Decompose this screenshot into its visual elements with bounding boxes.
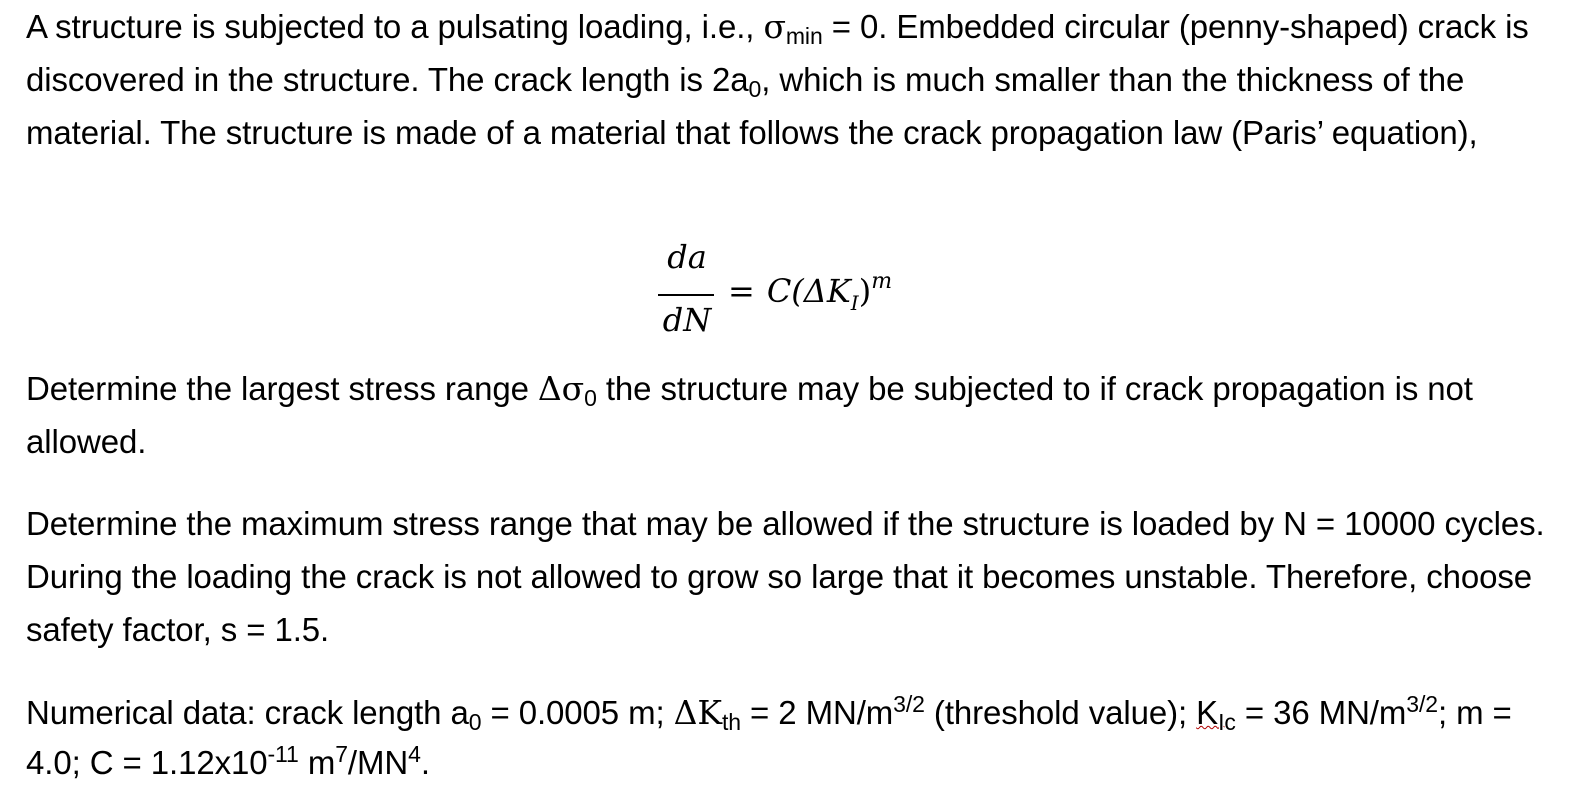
fraction-numerator: da (667, 238, 707, 276)
rhs-close-paren: ) (858, 272, 872, 310)
k-symbol: K (1196, 694, 1219, 731)
fraction-denominator: dN (662, 301, 712, 339)
rhs-main: C(ΔK (766, 272, 851, 310)
question-one-paragraph (26, 362, 1551, 468)
exponent: 3/2 (1406, 691, 1438, 717)
rhs-subscript: I (850, 291, 859, 315)
text-run: Determine the largest stress range (26, 370, 538, 407)
text-run: = 0.0005 m; (481, 694, 674, 731)
question-two-paragraph: Determine the maximum stress range that may be allowed if the structure is loaded by N = 10000 cycles. During the loading the crack is not allowed to grow so large that it becomes unstable. Therefore, choose safety factor, s = 1.5. (26, 505, 1545, 648)
text-run: A structure is subjected to a pulsating loading, i.e., (26, 8, 764, 45)
text-run: Numerical data: crack length a (26, 694, 469, 731)
rhs-exponent: m (871, 269, 893, 294)
text-run: = 2 MN/m (740, 694, 894, 731)
kic-term (1196, 694, 1236, 735)
delta-sigma-subscript: 0 (584, 385, 597, 411)
numerical-data-paragraph (26, 688, 1551, 788)
text-run: m (298, 744, 336, 781)
problem-statement-paragraph (26, 0, 1551, 159)
sigma-symbol: σ (763, 7, 786, 46)
exponent: -11 (267, 741, 299, 767)
text-run: /MN (347, 744, 409, 781)
kic-subscript: Ic (1218, 709, 1236, 735)
text-run: = 0. Embedded circular (penny-shaped) crack is discovered in the structure. The crack length is 2a (26, 8, 1529, 98)
sigma-subscript: min (785, 23, 823, 49)
equation-right-hand-side (728, 269, 892, 315)
fraction-bar (658, 294, 714, 296)
text-run: the structure may be subjected to if crack propagation is not allowed. (26, 370, 1473, 460)
text-run: ; m = 4.0; C = 1.12x10 (26, 694, 1512, 781)
threshold-subscript: th (721, 709, 741, 735)
equals-sign: = (728, 272, 755, 310)
text-run: , which is much smaller than the thickness of the material. The structure is made of a material that follows the crack propagation law (Paris’ equation), (26, 61, 1478, 151)
a-subscript: 0 (468, 709, 482, 735)
exponent: 7 (335, 741, 348, 767)
text-run: = 36 MN/m (1235, 694, 1407, 731)
text-run: (threshold value); (924, 694, 1197, 731)
text-run: . (420, 744, 430, 781)
exponent: 3/2 (893, 691, 925, 717)
exponent: 4 (408, 741, 421, 767)
a-subscript: 0 (748, 76, 762, 102)
delta-sigma-symbol: Δσ (537, 369, 585, 408)
delta-k-symbol: ΔK (673, 693, 722, 732)
